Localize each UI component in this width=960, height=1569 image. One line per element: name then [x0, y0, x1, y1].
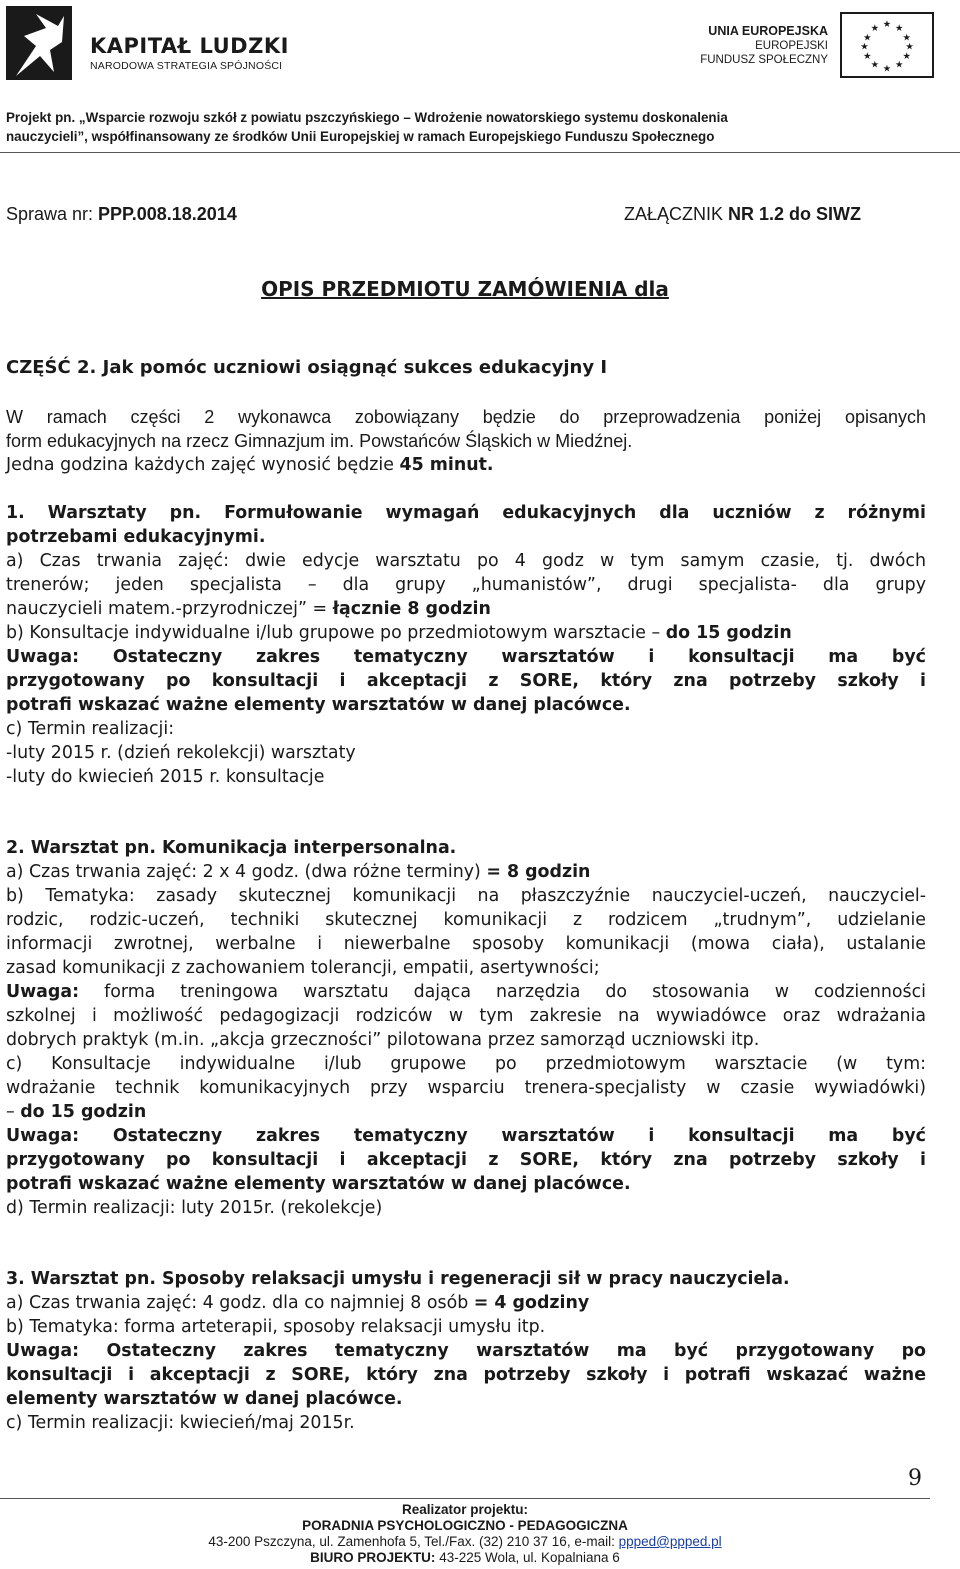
s3-total-hours: = 4 godziny [473, 1293, 590, 1313]
s1-a-line-2: trenerów; jeden specjalista – dla grupy „humanistów”, drugi specjalista- dla grupy [6, 575, 926, 595]
footer-org-name: PORADNIA PSYCHOLOGICZNO - PEDAGOGICZNA [302, 1518, 628, 1533]
annex-number: NR 1.2 do SIWZ [728, 204, 862, 224]
s3-b-line-1: b) Tematyka: forma arteterapii, sposoby relaksacji umysłu itp. [6, 1317, 546, 1337]
header-divider [0, 152, 960, 153]
project-line-1: Projekt pn. „Wsparcie rozwoju szkół z powiatu pszczyńskiego – Wdrożenie nowatorskiego systemu doskonalenia [6, 110, 728, 125]
s2-uwaga-label: Uwaga: [6, 982, 80, 1002]
s2-c-line-3-dash: – [6, 1102, 21, 1122]
svg-text:★: ★ [863, 51, 872, 63]
s1-note-line-2: przygotowany po konsultacji i akceptacji z SORE, który zna potrzeby szkoły i [6, 671, 926, 691]
s2-c-line-3 [6, 1100, 926, 1124]
eu-logo-line3: FUNDUSZ SPOŁECZNY [700, 54, 828, 66]
eu-flag-icon [840, 12, 934, 78]
annex-label: ZAŁĄCZNIK [624, 204, 729, 224]
s2-uwaga-line-2: szkolnej i możliwość pedagogizacji rodziców w tym zakresie na wywiadówce oraz wdrażania [6, 1006, 926, 1026]
s2-b-line-3: informacji zwrotnej, werbalne i niewerbalne sposoby komunikacji (mowa ciała), ustalanie [6, 934, 926, 954]
footer-office [0, 1550, 930, 1566]
s1-note-line-1: Uwaga: Ostateczny zakres tematyczny warsztatów i konsultacji ma być [6, 647, 926, 667]
footer-address-text: 43-200 Pszczyna, ul. Zamenhofa 5, Tel./Fax. (32) 210 37 16, e-mail: [208, 1534, 619, 1549]
s2-c-line-2: wdrażanie technik komunikacyjnych przy wsparciu trenera-specjalisty w czasie wywiadówki) [6, 1078, 926, 1098]
kapital-ludzki-title: KAPITAŁ LUDZKI [90, 34, 289, 58]
s2-note-line-3: potrafi wskazać ważne elementy warsztatów w danej placówce. [6, 1174, 631, 1194]
intro-line-2: form edukacyjnych na rzecz Gimnazjum im. Powstańców Śląskich w Miedźnej. [6, 431, 633, 451]
kapital-ludzki-logo [6, 4, 296, 84]
s1-c-line-2: -luty 2015 r. (dzień rekolekcji) warsztaty [6, 743, 356, 763]
svg-text:★: ★ [863, 32, 872, 44]
case-number: PPP.008.18.2014 [98, 204, 237, 224]
footer-divider [0, 1498, 930, 1499]
s3-heading: 3. Warsztat pn. Sposoby relaksacji umysłu i regeneracji sił w pracy nauczyciela. [6, 1269, 790, 1289]
s1-note-line-3: potrafi wskazać ważne elementy warsztatów w danej placówce. [6, 695, 631, 715]
intro-line-1: W ramach części 2 wykonawca zobowiązany będzie do przeprowadzenia poniżej opisanych [6, 407, 926, 427]
document-title: OPIS PRZEDMIOTU ZAMÓWIENIA dla [261, 277, 669, 301]
page-number: 9 [908, 1466, 922, 1491]
s1-a-line-1: a) Czas trwania zajęć: dwie edycje warsztatu po 4 godz w tym samym czasie, tj. dwóch [6, 551, 926, 571]
kapital-ludzki-subtitle: NARODOWA STRATEGIA SPÓJNOŚCI [90, 60, 283, 72]
s2-a-line-1 [6, 860, 926, 884]
eu-logo [700, 12, 940, 82]
s1-heading-2: potrzebami edukacyjnymi. [6, 527, 266, 547]
s3-note-line-3: elementy warsztatów w danej placówce. [6, 1389, 403, 1409]
svg-text:★: ★ [870, 59, 879, 71]
s2-a-line-1-text: a) Czas trwania zajęć: 2 x 4 godz. (dwa różne terminy) [6, 862, 487, 882]
s2-b-line-1: b) Tematyka: zasady skutecznej komunikacji na płaszczyźnie nauczyciel-uczeń, nauczyciel- [6, 886, 926, 906]
s1-b-line-1 [6, 621, 926, 645]
part-heading: CZĘŚĆ 2. Jak pomóc uczniowi osiągnąć sukces edukacyjny I [6, 357, 608, 378]
svg-text:★: ★ [895, 22, 904, 34]
footer-address [0, 1534, 930, 1550]
svg-text:★: ★ [860, 41, 869, 53]
s2-b-line-4: zasad komunikacji z zachowaniem tolerancji, empatii, asertywności; [6, 958, 600, 978]
s2-uwaga-text: forma treningowa warsztatu dająca narzędzia do stosowania w codzienności [79, 982, 926, 1002]
project-description [6, 108, 956, 146]
s1-consult-hours: do 15 godzin [665, 623, 792, 643]
s1-c-line-3: -luty do kwiecień 2015 r. konsultacje [6, 767, 325, 787]
s3-a-line-1 [6, 1291, 926, 1315]
s1-a-line-3 [6, 597, 926, 621]
eu-logo-line2: EUROPEJSKI [755, 40, 828, 52]
s2-consult-hours: do 15 godzin [20, 1102, 147, 1122]
s2-note-line-2: przygotowany po konsultacji i akceptacji z SORE, który zna potrzeby szkoły i [6, 1150, 926, 1170]
s3-note-line-2: konsultacji i akceptacji z SORE, który zna potrzeby szkoły i potrafi wskazać ważne [6, 1365, 926, 1385]
intro-line-3-text: Jedna godzina każdych zajęć wynosić będzie [6, 455, 400, 475]
s1-a-line-3-text: nauczycieli matem.-przyrodniczej” = [6, 599, 333, 619]
lesson-duration: 45 minut. [399, 455, 494, 475]
s2-c-line-1: c) Konsultacje indywidualne i/lub grupowe po przedmiotowym warsztacie (w tym: [6, 1054, 926, 1074]
s2-note-line-1: Uwaga: Ostateczny zakres tematyczny warsztatów i konsultacji ma być [6, 1126, 926, 1146]
footer-realizator: Realizator projektu: [401, 1502, 529, 1517]
eu-logo-line1: UNIA EUROPEJSKA [708, 24, 828, 38]
s2-uwaga-line-1 [6, 980, 926, 1004]
svg-text:★: ★ [870, 22, 879, 34]
svg-text:★: ★ [882, 19, 892, 31]
s2-d-line-1: d) Termin realizacji: luty 2015r. (rekolekcje) [6, 1198, 383, 1218]
svg-text:★: ★ [902, 51, 911, 63]
s1-b-line-1-text: b) Konsultacje indywidualne i/lub grupowe po przedmiotowym warsztacie – [6, 623, 666, 643]
footer-email-link[interactable]: ppped@ppped.pl [618, 1534, 722, 1549]
svg-text:★: ★ [905, 41, 914, 53]
kapital-ludzki-mark-icon [6, 6, 72, 80]
s3-a-line-1-text: a) Czas trwania zajęć: 4 godz. dla co najmniej 8 osób [6, 1293, 474, 1313]
s2-total-hours: = 8 godzin [486, 862, 591, 882]
s1-total-hours: łącznie 8 godzin [332, 599, 491, 619]
annex-line [624, 202, 924, 226]
s3-c-line-1: c) Termin realizacji: kwiecień/maj 2015r. [6, 1413, 355, 1433]
case-label: Sprawa nr: [6, 204, 99, 224]
s1-heading-1: 1. Warsztaty pn. Formułowanie wymagań edukacyjnych dla uczniów z różnymi [6, 503, 926, 523]
svg-text:★: ★ [902, 32, 911, 44]
s2-b-line-2: rodzic, rodzic-uczeń, techniki skutecznej komunikacji z rodzicem „trudnym”, udzielanie [6, 910, 926, 930]
s2-heading: 2. Warsztat pn. Komunikacja interpersonalna. [6, 838, 457, 858]
footer-office-label: BIURO PROJEKTU: [310, 1550, 436, 1565]
footer-office-address: 43-225 Wola, ul. Kopalniana 6 [435, 1550, 620, 1565]
project-line-2: nauczycieli”, współfinansowany ze środków Unii Europejskiej w ramach Europejskiego Funduszu Społecznego [6, 129, 715, 144]
intro-line-3 [6, 453, 926, 477]
s3-note-line-1: Uwaga: Ostateczny zakres tematyczny warsztatów ma być przygotowany po [6, 1341, 926, 1361]
svg-text:★: ★ [882, 63, 892, 75]
s2-uwaga-line-3: dobrych praktyk (m.in. „akcja grzeczności” pilotowana przez samorząd uczniowski itp. [6, 1030, 760, 1050]
s1-c-line-1: c) Termin realizacji: [6, 719, 175, 739]
svg-text:★: ★ [895, 59, 904, 71]
